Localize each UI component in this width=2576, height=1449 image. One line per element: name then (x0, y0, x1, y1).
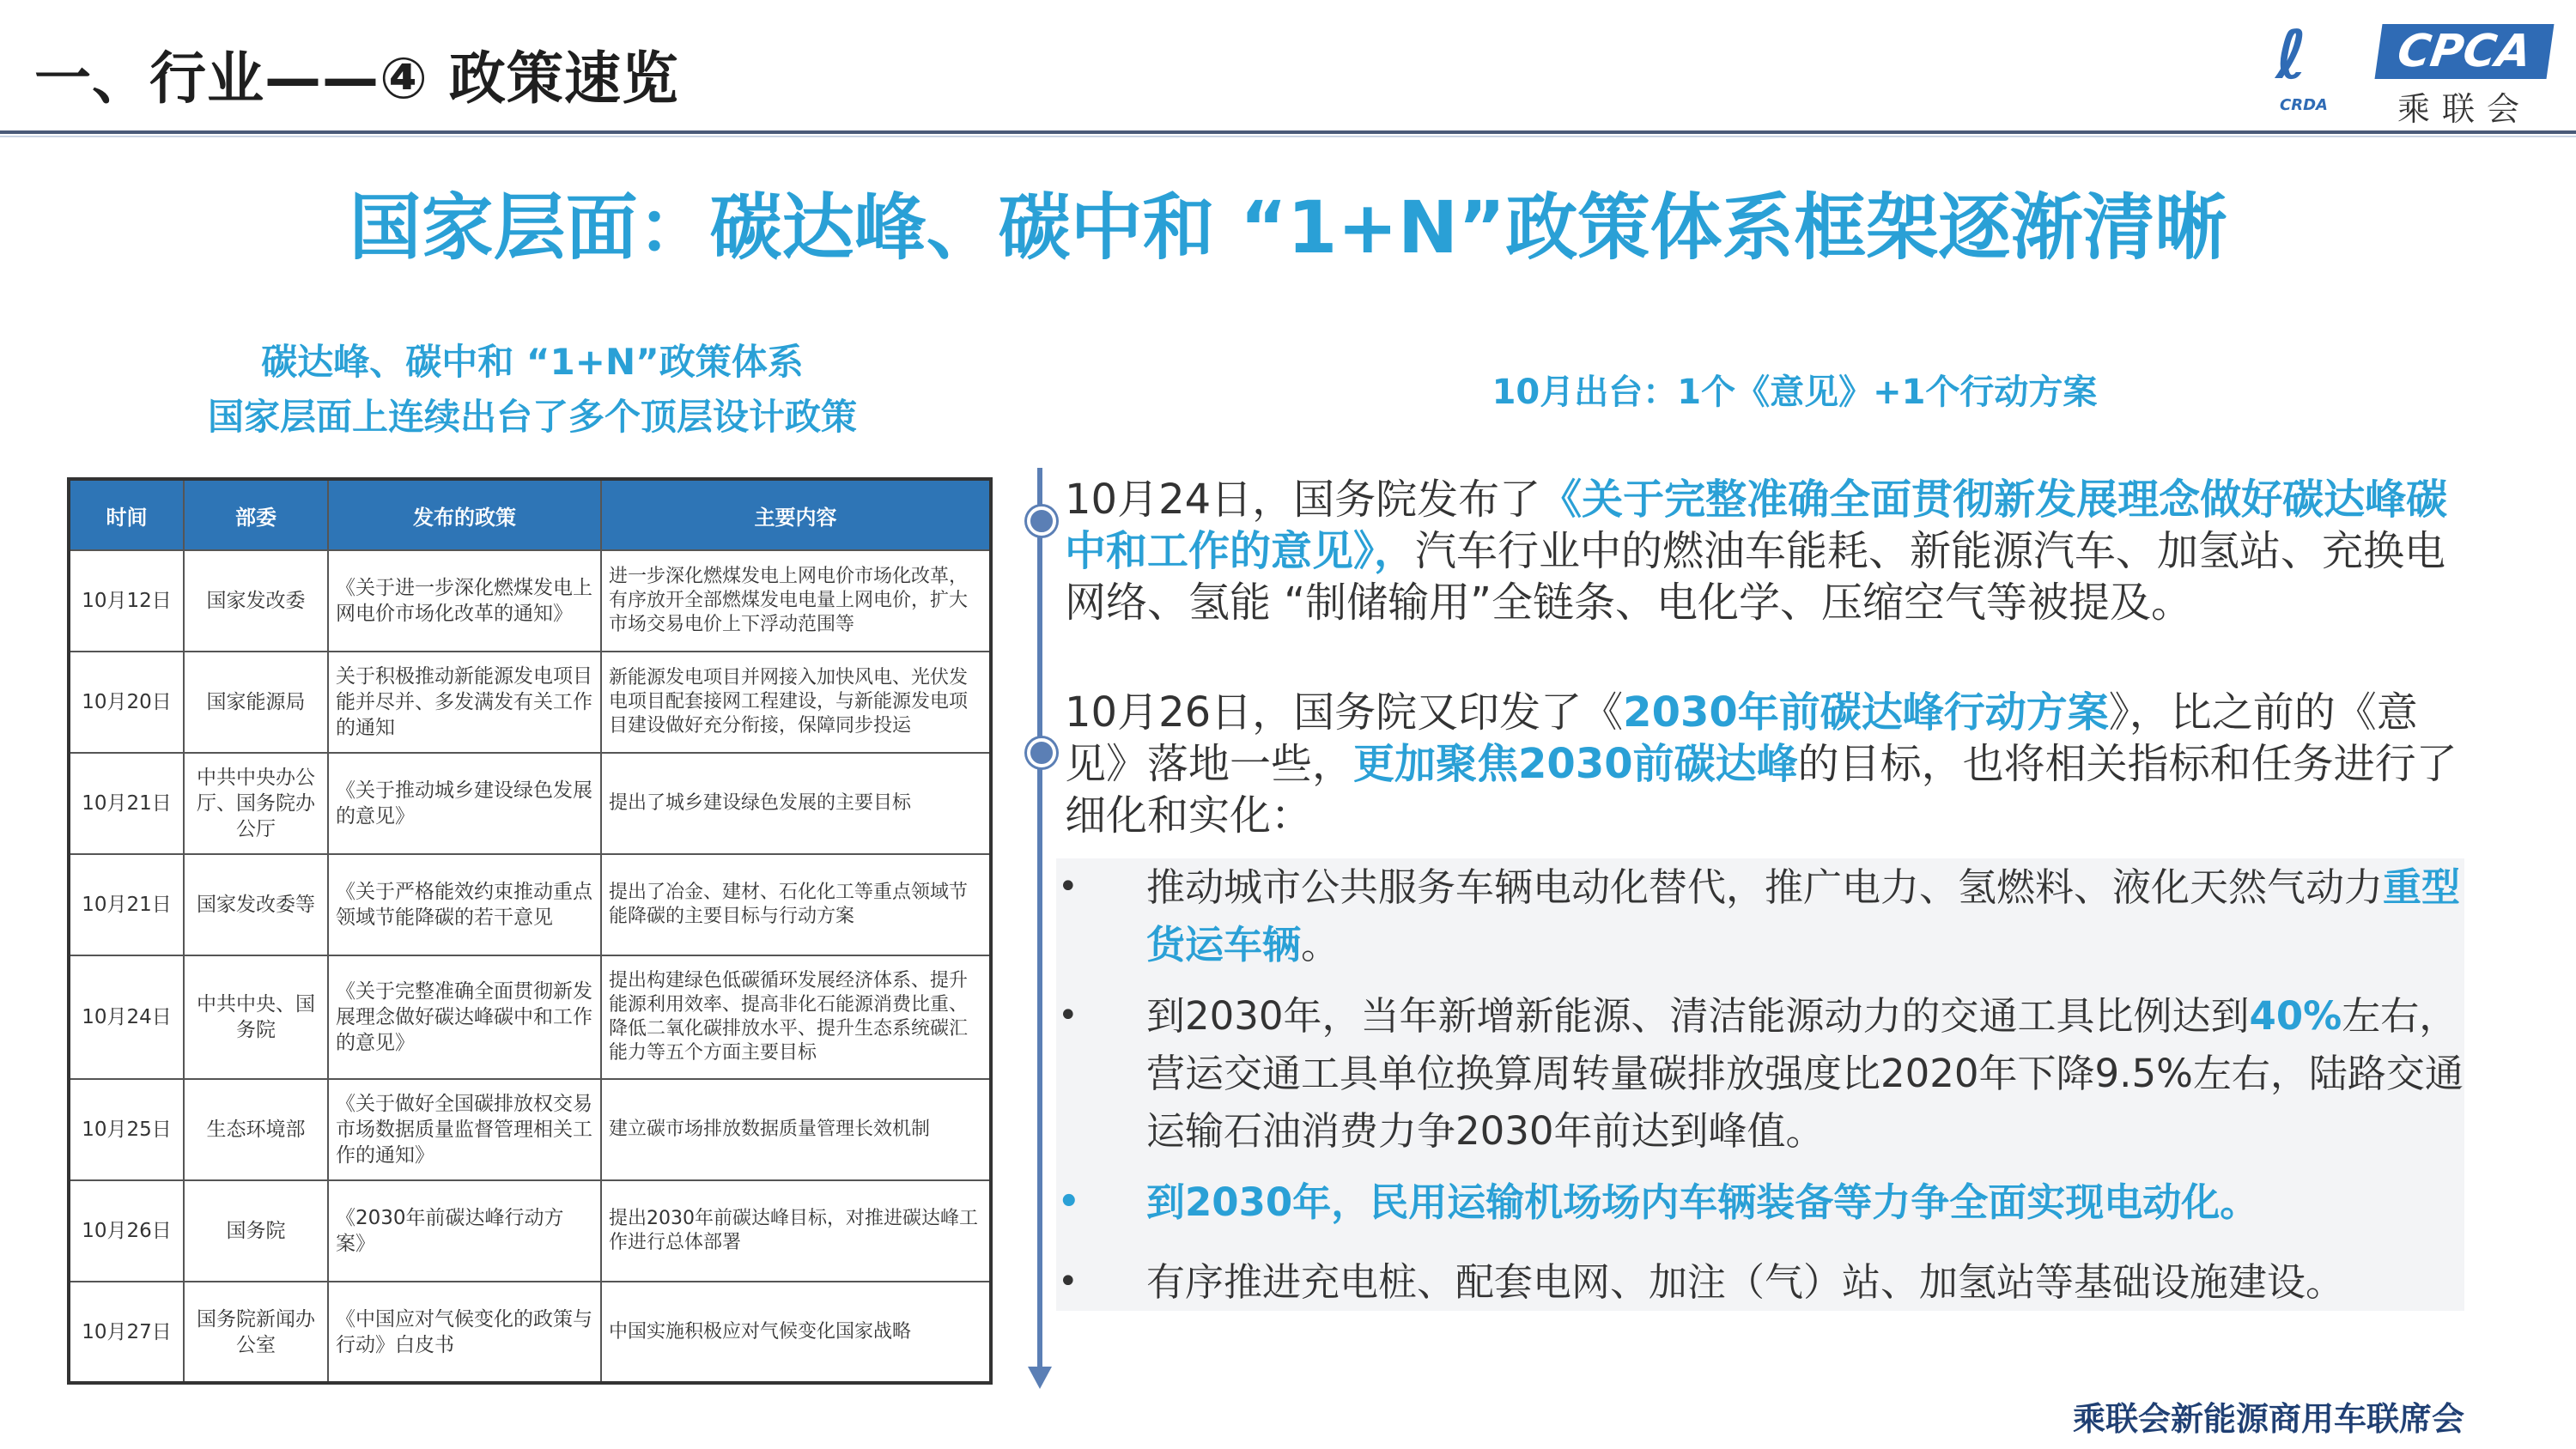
left-subtitle-line1: 碳达峰、碳中和 “1+N”政策体系 (261, 341, 804, 383)
cell-policy: 《关于做好全国碳排放权交易市场数据质量监督管理相关工作的通知》 (328, 1079, 601, 1180)
bullet-text-rest: 左右，营运交通工具单位换算周转量碳排放强度比2020年下降9.5%左右，陆路交通运输石油消费力争2030年前达到峰值。 (1146, 993, 2464, 1154)
bullet-icon: • (1058, 867, 1078, 906)
cell-content: 提出2030年前碳达峰目标，对推进碳达峰工作进行总体部署 (601, 1180, 991, 1282)
logo-subtext: 乘联会 (2397, 90, 2531, 128)
bullet-icon: • (1058, 1182, 1080, 1222)
para2-text-mid: 》，比之前的《意见》落地一些， (1065, 688, 2418, 788)
cell-content: 提出了城乡建设绿色发展的主要目标 (601, 753, 991, 854)
list-item (1056, 858, 2464, 973)
cell-policy: 关于积极推动新能源发电项目能并尽并、多发满发有关工作的通知 (328, 652, 601, 753)
para1-text-rest: 汽车行业中的燃油车能耗、新能源汽车、加氢站、充换电网络、氢能 “制储输用”全链条、电化学、压缩空气等被提及。 (1065, 527, 2446, 627)
cell-date: 10月21日 (69, 753, 184, 854)
bullet-text: 到2030年，民用运输机场场内车辆装备等力争全面实现电动化。 (1146, 1179, 2259, 1225)
cell-date: 10月27日 (69, 1282, 184, 1383)
table-row (69, 854, 991, 955)
para2-highlight-focus: 更加聚焦2030前碳达峰 (1353, 740, 1798, 788)
cell-content: 提出构建绿色低碳循环发展经济体系、提升能源利用效率、提高非化石能源消费比重、降低二氧化碳排放水平、提升生态系统碳汇能力等五个方面主要目标 (601, 955, 991, 1079)
right-subtitle: 10月出台：1个《意见》+1个行动方案 (1492, 373, 2098, 412)
cell-date: 10月26日 (69, 1180, 184, 1282)
bullet-list (1056, 858, 2464, 1311)
timeline-dot (1027, 738, 1056, 767)
cell-policy: 《2030年前碳达峰行动方案》 (328, 1180, 601, 1282)
cell-ministry: 国家能源局 (184, 652, 328, 753)
cell-content: 提出了冶金、建材、石化化工等重点领域节能降碳的主要目标与行动方案 (601, 854, 991, 955)
column-header-content: 主要内容 (601, 479, 991, 550)
table-row (69, 753, 991, 854)
column-header-policy: 发布的政策 (328, 479, 601, 550)
cell-ministry: 中共中央、国务院 (184, 955, 328, 1079)
cell-date: 10月20日 (69, 652, 184, 753)
table-row (69, 1180, 991, 1282)
cell-date: 10月24日 (69, 955, 184, 1079)
cell-ministry: 生态环境部 (184, 1079, 328, 1180)
cell-date: 10月25日 (69, 1079, 184, 1180)
cell-policy: 《关于推动城乡建设绿色发展的意见》 (328, 753, 601, 854)
bullet-text: 推动城市公共服务车辆电动化替代，推广电力、氢燃料、液化天然气动力 (1146, 864, 2384, 910)
cell-content: 进一步深化燃煤发电上网电价市场化改革，有序放开全部燃煤发电电量上网电价，扩大市场交易电价上下浮动范围等 (601, 550, 991, 652)
left-subtitle (69, 335, 996, 445)
bullet-highlight: 重型货运车辆 (1146, 864, 2461, 967)
footer-org-name: 乘联会新能源商用车联席会 (2072, 1400, 2464, 1438)
page-header-title: 一、行业——④ 政策速览 (34, 45, 679, 112)
cell-ministry: 国家发改委等 (184, 854, 328, 955)
timeline-line (1037, 468, 1042, 1371)
paragraph-oct24 (1065, 474, 2464, 628)
cell-ministry: 中共中央办公厅、国务院办公厅 (184, 753, 328, 854)
para1-highlight: 《关于完整准确全面贯彻新发展理念做好碳达峰碳中和工作的意见》， (1065, 476, 2448, 575)
logo-mark-caption: CRDA (2280, 96, 2328, 114)
cell-ministry: 国务院新闻办公室 (184, 1282, 328, 1383)
para2-text: 10月26日，国务院又印发了《 (1065, 688, 1624, 737)
cell-ministry: 国务院 (184, 1180, 328, 1282)
bullet-text-rest: 。 (1301, 922, 1340, 967)
cell-policy: 《关于进一步深化燃煤发电上网电价市场化改革的通知》 (328, 550, 601, 652)
left-subtitle-line2: 国家层面上连续出台了多个顶层设计政策 (207, 396, 857, 438)
cell-date: 10月12日 (69, 550, 184, 652)
list-item (1056, 1253, 2464, 1311)
table-row (69, 1079, 991, 1180)
paragraph-oct26 (1065, 687, 2464, 841)
cell-content: 新能源发电项目并网接入加快风电、光伏发电项目配套接网工程建设，与新能源发电项目建设做好充分衔接，保障同步投运 (601, 652, 991, 753)
list-item (1056, 1173, 2464, 1231)
cell-date: 10月21日 (69, 854, 184, 955)
list-item (1056, 987, 2464, 1160)
table-row (69, 1282, 991, 1383)
bullet-highlight: 40% (2249, 993, 2342, 1039)
cell-content: 中国实施积极应对气候变化国家战略 (601, 1282, 991, 1383)
cell-policy: 《关于严格能效约束推动重点领域节能降碳的若干意见 (328, 854, 601, 955)
header-divider (0, 130, 2576, 134)
table-header-row (69, 479, 991, 550)
timeline-arrow-icon (1028, 1367, 1052, 1389)
crda-logo-icon: ℓ (2275, 17, 2307, 94)
cell-content: 建立碳市场排放数据质量管理长效机制 (601, 1079, 991, 1180)
cell-ministry: 国家发改委 (184, 550, 328, 652)
para2-text-rest: 的目标，也将相关指标和任务进行了细化和实化： (1065, 740, 2458, 840)
cell-policy: 《中国应对气候变化的政策与行动》白皮书 (328, 1282, 601, 1383)
table-row (69, 955, 991, 1079)
table-row (69, 550, 991, 652)
bullet-text: 到2030年，当年新增新能源、清洁能源动力的交通工具比例达到 (1146, 993, 2250, 1039)
para2-highlight-plan: 2030年前碳达峰行动方案 (1623, 688, 2109, 737)
slide-title: 国家层面：碳达峰、碳中和 “1+N”政策体系框架逐渐清晰 (349, 185, 2227, 270)
column-header-ministry: 部委 (184, 479, 328, 550)
table-row (69, 652, 991, 753)
bullet-icon: • (1058, 1262, 1078, 1301)
bullet-text: 有序推进充电桩、配套电网、加注（气）站、加氢站等基础设施建设。 (1146, 1259, 2345, 1305)
header-divider-shadow (0, 136, 2576, 137)
policy-table (67, 477, 993, 1385)
column-header-date: 时间 (69, 479, 184, 550)
bullet-icon: • (1058, 996, 1078, 1035)
para1-text: 10月24日，国务院发布了 (1065, 476, 1541, 524)
logo-text: CPCA (2375, 24, 2555, 79)
cell-policy: 《关于完整准确全面贯彻新发展理念做好碳达峰碳中和工作的意见》 (328, 955, 601, 1079)
timeline-dot (1027, 506, 1056, 536)
